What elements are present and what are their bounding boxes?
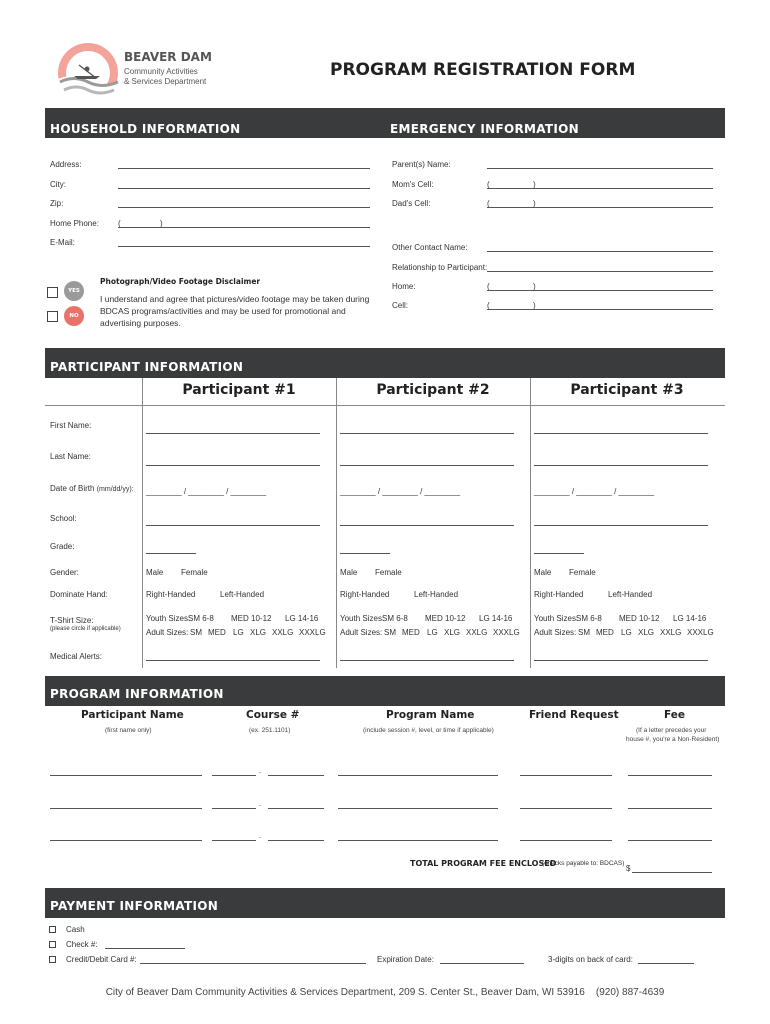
p1-adult-lg[interactable]: LG: [233, 628, 244, 637]
p2-last-name-field[interactable]: [340, 465, 514, 466]
p1-right-handed[interactable]: Right-Handed: [146, 590, 196, 599]
p1-medical-field[interactable]: [146, 660, 320, 661]
logo: [52, 40, 212, 106]
disclaimer-line2: BDCAS programs/activities and may be used for promotional and: [100, 306, 346, 316]
p1-adult-sizes-label: Adult Sizes:: [146, 628, 189, 637]
p3-gender-male[interactable]: Male: [534, 568, 552, 577]
p2-school-field[interactable]: [340, 525, 514, 526]
home-phone-label: Home Phone:: [50, 219, 99, 228]
p3-grade-field[interactable]: [534, 553, 584, 554]
beaver-dam-logo-icon: [52, 40, 124, 106]
p1-youth-sm[interactable]: SM 6-8: [188, 614, 214, 623]
program-row-2-course-part1[interactable]: [212, 808, 256, 809]
p1-grade-field[interactable]: [146, 553, 196, 554]
dominate-hand-label: Dominate Hand:: [50, 590, 108, 599]
participant-1-header: Participant #1: [182, 382, 296, 398]
yes-checkbox[interactable]: [47, 287, 58, 298]
email-field[interactable]: [118, 246, 370, 247]
participant-3-header: Participant #3: [570, 382, 684, 398]
emergency-cell-field[interactable]: [487, 309, 713, 310]
no-checkbox[interactable]: [47, 311, 58, 322]
home-area-open: (: [487, 282, 490, 291]
p2-dob-field[interactable]: ________ / ________ / ________: [340, 487, 461, 496]
card-label: Credit/Debit Card #:: [66, 955, 137, 964]
participant-2-header: Participant #2: [376, 382, 490, 398]
program-row-3-program-name[interactable]: [338, 840, 498, 841]
yes-badge: YES: [64, 281, 84, 301]
p1-gender-male[interactable]: Male: [146, 568, 164, 577]
participant-name-header: Participant Name: [81, 709, 184, 721]
fee-note-2: house #, you're a Non-Resident): [626, 736, 720, 743]
p2-youth-sizes-label: Youth Sizes:: [340, 614, 385, 623]
tshirt-label: T-Shirt Size:: [50, 616, 94, 625]
emergency-header: EMERGENCY INFORMATION: [390, 122, 579, 136]
school-label: School:: [50, 514, 77, 523]
p3-youth-med[interactable]: MED 10-12: [619, 614, 660, 623]
p3-adult-sm[interactable]: SM: [578, 628, 590, 637]
p2-adult-med[interactable]: MED: [402, 628, 420, 637]
p3-adult-xxlg[interactable]: XXLG: [660, 628, 682, 637]
p1-left-handed[interactable]: Left-Handed: [220, 590, 265, 599]
p3-left-handed[interactable]: Left-Handed: [608, 590, 653, 599]
home-phone-area-close: ): [160, 219, 163, 228]
p2-gender-male[interactable]: Male: [340, 568, 358, 577]
p3-adult-xxxlg[interactable]: XXXLG: [687, 628, 714, 637]
p2-adult-xlg[interactable]: XLG: [444, 628, 461, 637]
home-phone-field[interactable]: [118, 227, 370, 228]
emergency-home-field[interactable]: [487, 290, 713, 291]
logo-line2: & Services Department: [124, 77, 207, 86]
col-divider-1: [142, 378, 143, 668]
p2-medical-field[interactable]: [340, 660, 514, 661]
program-row-3-course-part1[interactable]: [212, 840, 256, 841]
col-divider-3: [530, 378, 531, 668]
course-header: Course #: [246, 709, 300, 721]
program-row-2-program-name[interactable]: [338, 808, 498, 809]
program-row-3-fee[interactable]: [628, 840, 712, 841]
program-row-2-friend-request[interactable]: [520, 808, 612, 809]
p3-adult-med[interactable]: MED: [596, 628, 614, 637]
p3-youth-sm[interactable]: SM 6-8: [576, 614, 602, 623]
relationship-label: Relationship to Participant:: [392, 263, 488, 272]
dads-cell-field[interactable]: [487, 207, 713, 208]
city-label: City:: [50, 180, 66, 189]
no-badge: NO: [64, 306, 84, 326]
p1-adult-xxlg[interactable]: XXLG: [272, 628, 294, 637]
address-field[interactable]: [118, 168, 370, 169]
home-phone-area: (: [118, 219, 121, 228]
program-row-2-course-dot[interactable]: .: [259, 799, 262, 808]
cell-label: Cell:: [392, 301, 409, 310]
zip-field[interactable]: [118, 207, 370, 208]
cell-area-open: (: [487, 301, 490, 310]
footer-phone: (920) 887-4639: [595, 987, 665, 998]
p1-youth-med[interactable]: MED 10-12: [231, 614, 272, 623]
address-label: Address:: [50, 160, 82, 169]
p2-first-name-field[interactable]: [340, 433, 514, 434]
first-name-label: First Name:: [50, 421, 92, 430]
p2-youth-sm[interactable]: SM 6-8: [382, 614, 408, 623]
p3-medical-field[interactable]: [534, 660, 708, 661]
program-row-1-program-name[interactable]: [338, 775, 498, 776]
p3-youth-sizes-label: Youth Sizes:: [534, 614, 579, 623]
program-row-2-course-part2[interactable]: [268, 808, 324, 809]
program-name-header: Program Name: [386, 709, 475, 721]
cell-area-close: ): [533, 301, 536, 310]
disclaimer-line3: advertising purposes.: [100, 318, 181, 328]
gender-label: Gender:: [50, 568, 79, 577]
check-checkbox[interactable]: [49, 941, 56, 948]
program-header: PROGRAM INFORMATION: [50, 687, 224, 701]
p2-grade-field[interactable]: [340, 553, 390, 554]
p2-adult-xxxlg[interactable]: XXXLG: [493, 628, 520, 637]
program-row-1-fee[interactable]: [628, 775, 712, 776]
p3-adult-sizes-label: Adult Sizes:: [534, 628, 577, 637]
p3-dob-field[interactable]: ________ / ________ / ________: [534, 487, 655, 496]
p3-youth-lg[interactable]: LG 14-16: [673, 614, 707, 623]
tshirt-note: (please circle if applicable): [50, 626, 121, 632]
dads-cell-label: Dad's Cell:: [392, 199, 431, 208]
disclaimer-title: Photograph/Video Footage Disclaimer: [100, 277, 261, 286]
total-fee-field[interactable]: [632, 872, 712, 873]
p1-first-name-field[interactable]: [146, 433, 320, 434]
email-label: E-Mail:: [50, 238, 75, 247]
p1-last-name-field[interactable]: [146, 465, 320, 466]
cash-checkbox[interactable]: [49, 926, 56, 933]
program-row-1-friend-request[interactable]: [520, 775, 612, 776]
course-note: (ex. 251.1101): [249, 727, 291, 734]
cvv-label: 3-digits on back of card:: [548, 955, 633, 964]
footer-address-text: City of Beaver Dam Community Activities & Services Department, 209 S. Center St., Beaver Dam, WI 53916: [105, 987, 585, 998]
participant-header: PARTICIPANT INFORMATION: [50, 360, 244, 374]
expiration-label: Expiration Date:: [377, 955, 434, 964]
p3-school-field[interactable]: [534, 525, 708, 526]
footer-address: [0, 987, 770, 998]
cash-label: Cash: [66, 925, 85, 934]
p2-youth-med[interactable]: MED 10-12: [425, 614, 466, 623]
p1-adult-sm[interactable]: SM: [190, 628, 202, 637]
program-row-1-course-part2[interactable]: [268, 775, 324, 776]
program-row-2-participant-name[interactable]: [50, 808, 202, 809]
last-name-label: Last Name:: [50, 452, 91, 461]
friend-request-header: Friend Request: [529, 709, 619, 721]
p1-adult-xxxlg[interactable]: XXXLG: [299, 628, 326, 637]
home-label: Home:: [392, 282, 416, 291]
form-title: PROGRAM REGISTRATION FORM: [330, 60, 636, 80]
p1-dob-field[interactable]: ________ / ________ / ________: [146, 487, 267, 496]
parents-label: Parent(s) Name:: [392, 160, 451, 169]
total-fee-note: (checks payable to: BDCAS): [542, 860, 625, 867]
dob-label: Date of Birth (mm/dd/yy):: [50, 484, 134, 493]
fee-note-1: (If a letter precedes your: [636, 727, 707, 734]
p2-adult-sm[interactable]: SM: [384, 628, 396, 637]
program-row-1-course-dot[interactable]: .: [259, 766, 262, 775]
program-name-note: (include session #, level, or time if applicable): [363, 727, 494, 734]
other-contact-field[interactable]: [487, 251, 713, 252]
moms-area-close: ): [533, 180, 536, 189]
p2-right-handed[interactable]: Right-Handed: [340, 590, 390, 599]
participant-header-divider: [45, 405, 725, 406]
program-row-3-course-dot[interactable]: .: [259, 831, 262, 840]
p1-youth-sizes-label: Youth Sizes:: [146, 614, 191, 623]
p2-left-handed[interactable]: Left-Handed: [414, 590, 459, 599]
program-row-1-course-part1[interactable]: [212, 775, 256, 776]
dollar-sign: $: [626, 864, 631, 873]
p1-adult-xlg[interactable]: XLG: [250, 628, 267, 637]
p1-gender-female[interactable]: Female: [181, 568, 208, 577]
check-label: Check #:: [66, 940, 98, 949]
payment-header: PAYMENT INFORMATION: [50, 899, 219, 913]
card-number-field[interactable]: [140, 963, 366, 964]
relationship-field[interactable]: [487, 271, 713, 272]
p2-youth-lg[interactable]: LG 14-16: [479, 614, 513, 623]
p3-last-name-field[interactable]: [534, 465, 708, 466]
p3-first-name-field[interactable]: [534, 433, 708, 434]
grade-label: Grade:: [50, 542, 75, 551]
program-row-1-participant-name[interactable]: [50, 775, 202, 776]
moms-cell-label: Mom's Cell:: [392, 180, 434, 189]
p2-adult-sizes-label: Adult Sizes:: [340, 628, 383, 637]
p1-youth-lg[interactable]: LG 14-16: [285, 614, 319, 623]
p3-adult-xlg[interactable]: XLG: [638, 628, 655, 637]
logo-line1: Community Activities: [124, 67, 198, 76]
cvv-field[interactable]: [638, 963, 694, 964]
moms-area-open: (: [487, 180, 490, 189]
dads-area-close: ): [533, 199, 536, 208]
program-row-3-friend-request[interactable]: [520, 840, 612, 841]
expiration-field[interactable]: [440, 963, 524, 964]
parents-field[interactable]: [487, 168, 713, 169]
program-row-2-fee[interactable]: [628, 808, 712, 809]
p3-gender-female[interactable]: Female: [569, 568, 596, 577]
program-row-3-course-part2[interactable]: [268, 840, 324, 841]
p2-adult-xxlg[interactable]: XXLG: [466, 628, 488, 637]
logo-brand: BEAVER DAM: [124, 50, 212, 64]
p1-adult-med[interactable]: MED: [208, 628, 226, 637]
check-number-field[interactable]: [105, 948, 185, 949]
moms-cell-field[interactable]: [487, 188, 713, 189]
city-field[interactable]: [118, 188, 370, 189]
p3-right-handed[interactable]: Right-Handed: [534, 590, 584, 599]
p2-gender-female[interactable]: Female: [375, 568, 402, 577]
fee-header: Fee: [664, 709, 685, 721]
medical-label: Medical Alerts:: [50, 652, 103, 661]
other-contact-label: Other Contact Name:: [392, 243, 468, 252]
p1-school-field[interactable]: [146, 525, 320, 526]
p3-adult-lg[interactable]: LG: [621, 628, 632, 637]
household-header: HOUSEHOLD INFORMATION: [50, 122, 241, 136]
card-checkbox[interactable]: [49, 956, 56, 963]
col-divider-2: [336, 378, 337, 668]
p2-adult-lg[interactable]: LG: [427, 628, 438, 637]
zip-label: Zip:: [50, 199, 64, 208]
disclaimer-line1: I understand and agree that pictures/video footage may be taken during: [100, 294, 370, 304]
home-area-close: ): [533, 282, 536, 291]
program-row-3-participant-name[interactable]: [50, 840, 202, 841]
dads-area-open: (: [487, 199, 490, 208]
total-fee-label: TOTAL PROGRAM FEE ENCLOSED: [410, 859, 557, 868]
participant-name-note: (first name only): [105, 727, 152, 734]
